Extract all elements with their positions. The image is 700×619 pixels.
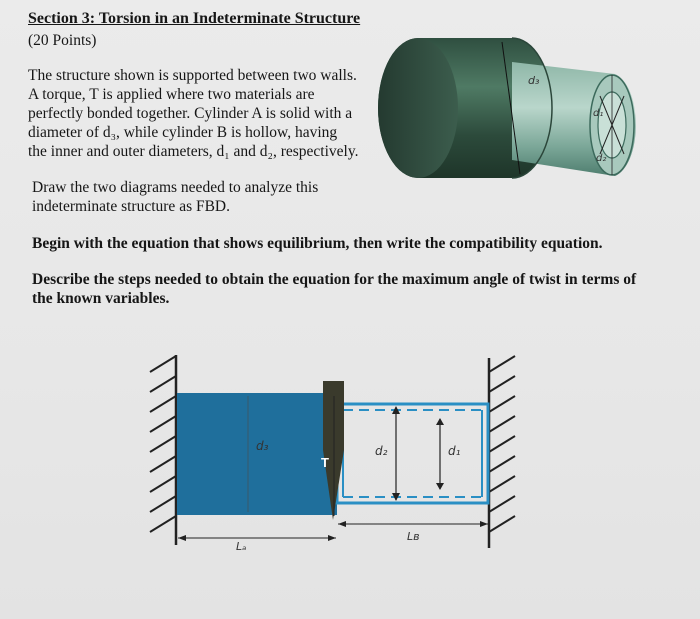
equilibrium-task-line: Begin with the equation that shows equilibrium, then write the compatibility equation. xyxy=(32,235,603,252)
left-wall xyxy=(150,355,176,545)
label-la: Lₐ xyxy=(236,540,247,553)
label-d1: d₁ xyxy=(448,444,461,458)
points-label: (20 Points) xyxy=(28,32,97,49)
problem-line: the inner and outer diameters, d₁ and d₂, respectively. xyxy=(28,143,359,160)
label-d2: d₂ xyxy=(375,444,388,458)
label-lb: Lʙ xyxy=(407,530,420,543)
problem-line: diameter of d₃, while cylinder B is hollow, having xyxy=(28,124,338,141)
problem-line: The structure shown is supported between two walls. xyxy=(28,67,357,84)
section-title: Section 3: Torsion in an Indeterminate Structure xyxy=(28,10,361,27)
cylinder-a-section xyxy=(177,393,337,515)
label-d2-3d: d₂ xyxy=(596,153,607,164)
steps-task-line: Describe the steps needed to obtain the equation for the maximum angle of twist in terms of xyxy=(32,271,637,288)
label-d1-3d: d₁ xyxy=(593,108,604,119)
label-d3-3d: d₃ xyxy=(528,74,540,87)
torque-label: T xyxy=(321,455,329,470)
cylinder-b-section xyxy=(337,404,488,503)
fbd-task-line: Draw the two diagrams needed to analyze this xyxy=(32,179,319,196)
steps-task-line: the known variables. xyxy=(32,290,170,307)
fbd-task-line: indeterminate structure as FBD. xyxy=(32,198,231,215)
problem-line: perfectly bonded together. Cylinder A is solid with a xyxy=(28,105,353,122)
label-d3: d₃ xyxy=(256,439,269,453)
right-wall xyxy=(489,356,515,548)
problem-line: A torque, T is applied where two materials are xyxy=(28,86,315,103)
